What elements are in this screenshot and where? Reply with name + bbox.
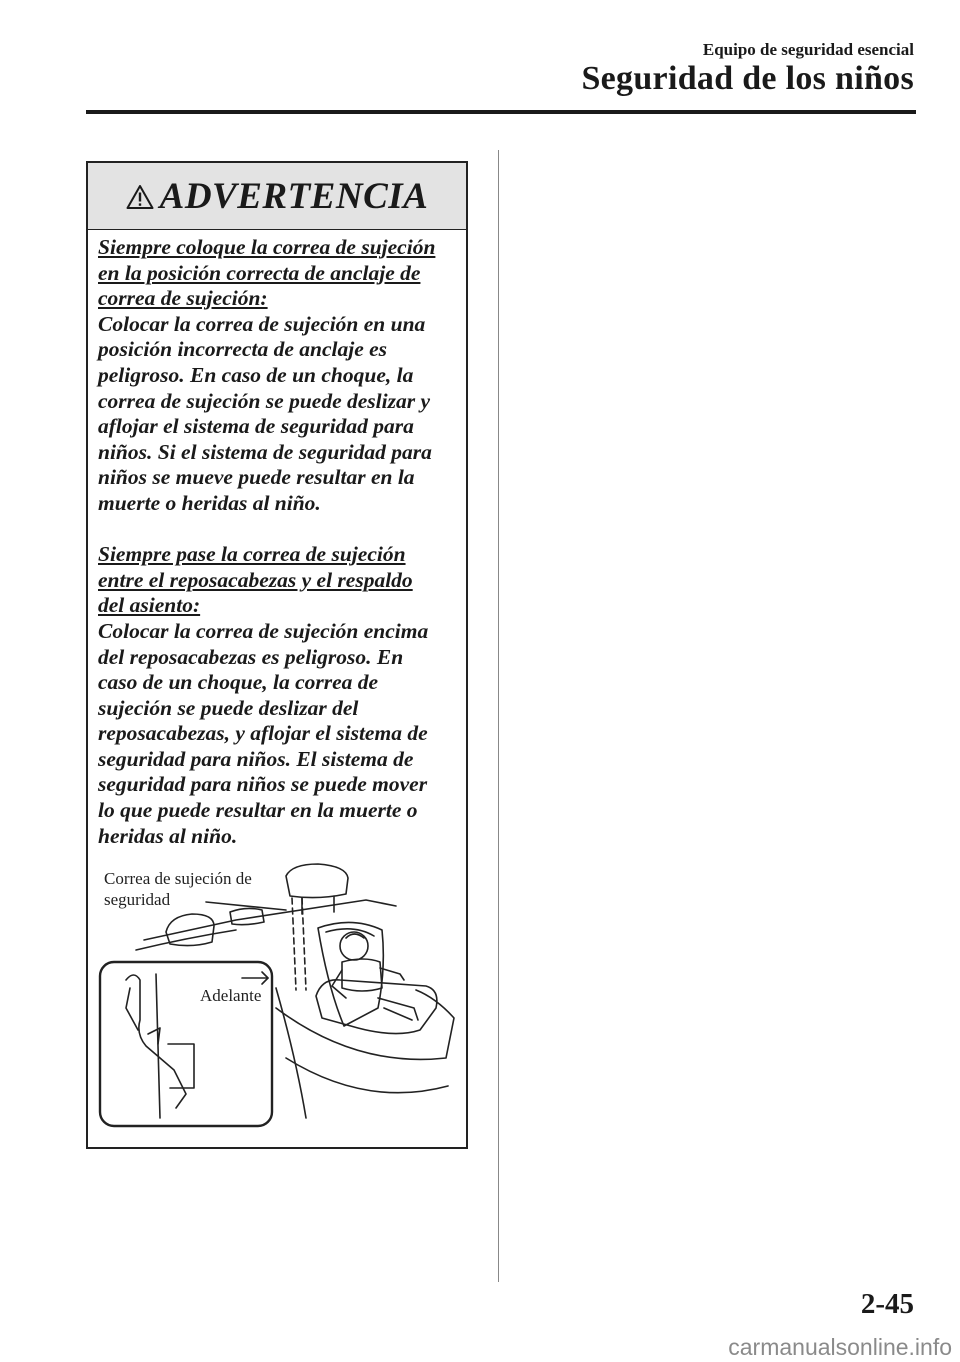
warning-text-line: Colocar la correa de sujeción encima bbox=[98, 618, 429, 643]
warning-heading-line: entre el reposacabezas y el respaldo bbox=[98, 567, 413, 592]
warning-text-line: niños. Si el sistema de seguridad para bbox=[98, 439, 432, 464]
warning-text-line: Colocar la correa de sujeción en una bbox=[98, 311, 426, 336]
strap-label-line: seguridad bbox=[104, 890, 171, 909]
warning-text-line: seguridad para niños. El sistema de bbox=[98, 746, 414, 771]
warning-text-line: posición incorrecta de anclaje es bbox=[98, 337, 388, 362]
warning-text-line: peligroso. En caso de un choque, la bbox=[98, 362, 414, 387]
warning-text-line: niños se mueve puede resultar en la bbox=[98, 465, 415, 490]
strap-label-line: Correa de sujeción de bbox=[104, 869, 252, 888]
warning-heading-line: del asiento: bbox=[98, 593, 201, 618]
warning-body bbox=[98, 235, 460, 849]
warning-text-line: lo que puede resultar en la muerte o bbox=[98, 798, 418, 823]
warning-title: ADVERTENCIA bbox=[159, 175, 429, 217]
child-seat-tether-illustration bbox=[96, 858, 458, 1130]
strap-label bbox=[104, 868, 252, 910]
warning-text-line: caso de un choque, la correa de bbox=[98, 670, 379, 695]
warning-triangle-icon bbox=[126, 184, 154, 210]
warning-text-line: del reposacabezas es peligroso. En bbox=[98, 644, 404, 669]
column-divider bbox=[498, 150, 499, 1282]
section-header: Equipo de seguridad esencial bbox=[702, 40, 914, 59]
warning-heading-line: Siempre coloque la correa de sujeción bbox=[98, 235, 436, 259]
forward-label: Adelante bbox=[200, 986, 262, 1005]
warning-text-line: muerte o heridas al niño. bbox=[98, 490, 321, 515]
page-number: 2-45 bbox=[860, 1288, 914, 1320]
warning-text-line: heridas al niño. bbox=[98, 823, 238, 848]
warning-heading-line: correa de sujeción: bbox=[98, 286, 268, 311]
warning-text-line: seguridad para niños se puede mover bbox=[98, 772, 428, 797]
warning-heading-line: Siempre pase la correa de sujeción bbox=[98, 542, 406, 567]
warning-header bbox=[88, 163, 466, 230]
header-rule bbox=[86, 110, 916, 114]
warning-text-line: reposacabezas, y aflojar el sistema de bbox=[98, 721, 428, 746]
warning-text-line: sujeción se puede deslizar del bbox=[98, 695, 359, 720]
watermark: carmanualsonline.info bbox=[728, 1334, 952, 1360]
paragraph-gap bbox=[98, 517, 460, 543]
warning-heading-line: en la posición correcta de anclaje de bbox=[98, 260, 421, 285]
page-title: Seguridad de los niños bbox=[581, 60, 914, 97]
warning-text-line: aflojar el sistema de seguridad para bbox=[98, 414, 414, 439]
warning-text-line: correa de sujeción se puede deslizar y bbox=[98, 388, 431, 413]
